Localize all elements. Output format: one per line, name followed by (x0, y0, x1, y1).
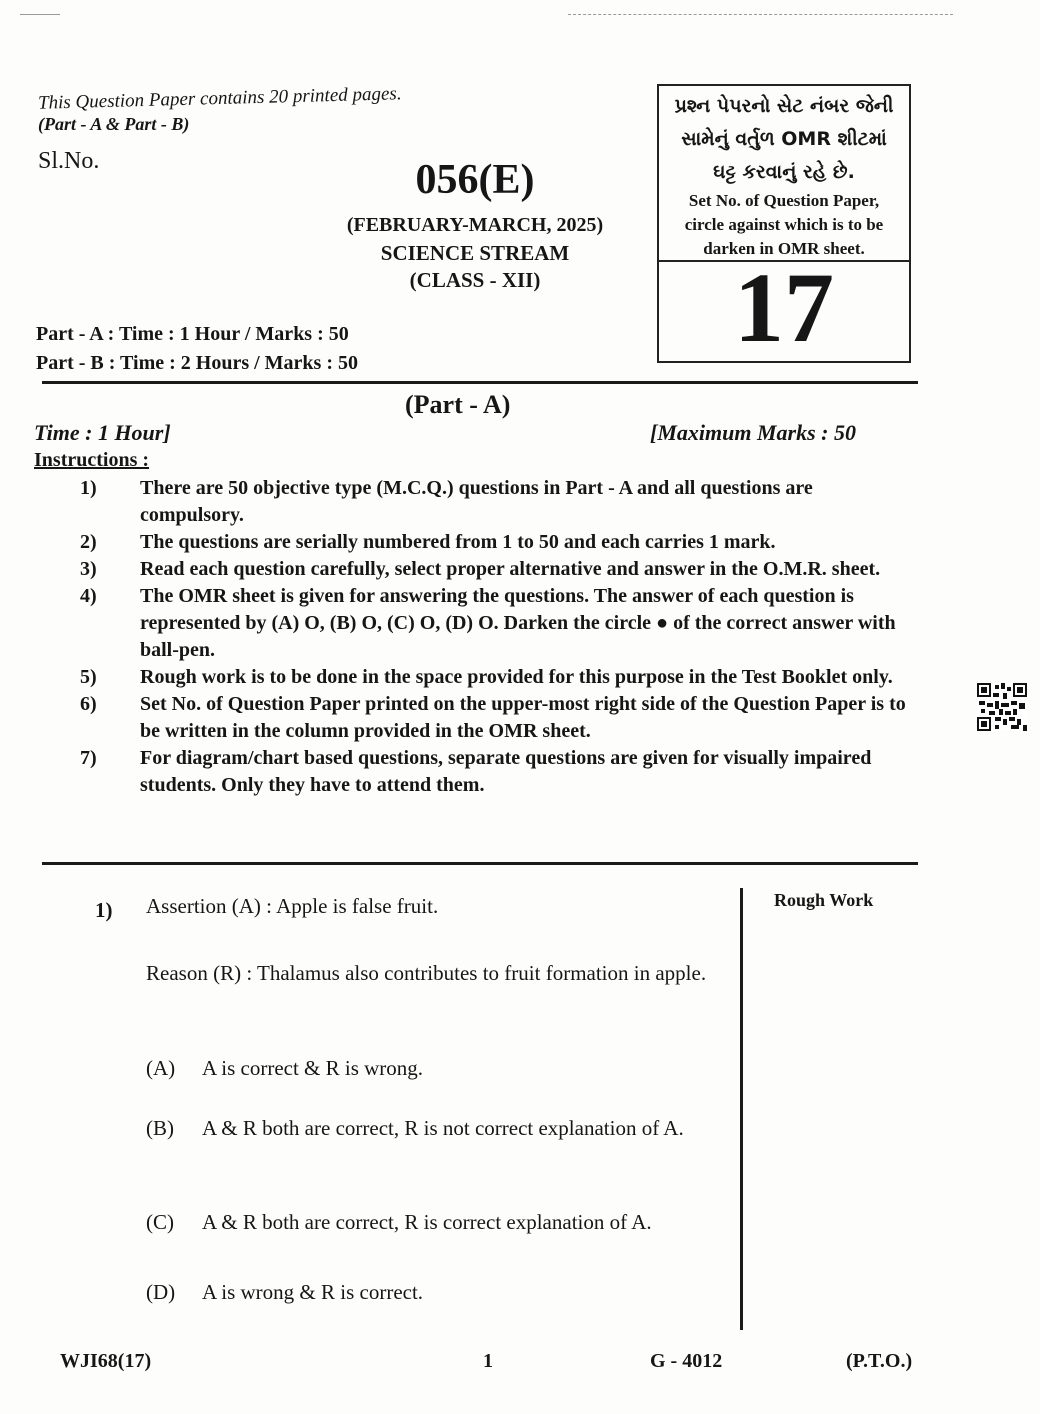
option-text: A & R both are correct, R is not correct explanation of A. (202, 1116, 684, 1140)
part-a-time: Part - A : Time : 1 Hour / Marks : 50 (36, 323, 349, 345)
exam-session: (FEBRUARY-MARCH, 2025) (346, 214, 604, 236)
option-b[interactable] (146, 1112, 731, 1144)
option-label: (B) (146, 1116, 174, 1140)
option-d[interactable] (146, 1280, 731, 1305)
option-label: (A) (146, 1056, 176, 1080)
pages-note: This Question Paper contains 20 printed pages. (37, 83, 402, 114)
paper-code: 056(E) (415, 157, 535, 203)
rough-work-divider (740, 888, 743, 1330)
instruction-item (80, 691, 920, 745)
gujarati-line: પ્રશ્ન પેપરનો સેટ નંબર જેની (674, 95, 894, 117)
option-c[interactable] (146, 1210, 731, 1235)
instruction-item (80, 556, 920, 583)
option-a[interactable] (146, 1056, 731, 1081)
instruction-text: The questions are serially numbered from 1 to 50 and each carries 1 mark. (140, 531, 776, 553)
class-label: (CLASS - XII) (409, 268, 541, 292)
question-number: 1) (95, 898, 113, 922)
scan-mark (20, 14, 60, 15)
gujarati-line: સામેનું વર્તુળ OMR શીટમાં (681, 128, 887, 150)
serial-number-label: Sl.No. (38, 148, 100, 174)
page-number: 1 (483, 1350, 493, 1372)
option-label: (D) (146, 1280, 176, 1304)
instruction-number: 1) (80, 477, 97, 499)
option-label: (C) (146, 1210, 174, 1234)
option-text: A is wrong & R is correct. (202, 1280, 424, 1304)
option-text: A & R both are correct, R is correct explanation of A. (202, 1210, 652, 1234)
parts-note: (Part - A & Part - B) (38, 114, 190, 134)
instruction-item (80, 529, 920, 556)
series-code: G - 4012 (650, 1350, 723, 1372)
part-title: (Part - A) (405, 390, 511, 419)
set-number-box (657, 84, 911, 363)
set-box-english-line: darken in OMR sheet. (703, 239, 865, 258)
instruction-number: 3) (80, 558, 97, 580)
instruction-text: Rough work is to be done in the space provided for this purpose in the Test Booklet only. (140, 666, 893, 688)
instruction-text: There are 50 objective type (M.C.Q.) questions in Part - A and all questions are compulsory. (140, 477, 813, 526)
set-box-english-line: circle against which is to be (684, 215, 884, 234)
instruction-text: Set No. of Question Paper printed on the upper-most right side of the Question Paper is to be written in the column provided in the OMR sheet. (140, 693, 906, 742)
instruction-item (80, 583, 920, 664)
instruction-item (80, 745, 920, 799)
set-box-english-line: Set No. of Question Paper, (688, 191, 880, 210)
set-number: 17 (734, 252, 834, 363)
instructions-list (80, 475, 920, 799)
instruction-item (80, 475, 920, 529)
assertion-text: Assertion (A) : Apple is false fruit. (146, 894, 439, 918)
instruction-number: 5) (80, 666, 97, 688)
instruction-text: The OMR sheet is given for answering the questions. The answer of each question is represented by (A) O, (B) O, (C) O, (D) O. Darken the circle ● of the correct answer with ball-pen. (140, 585, 896, 661)
max-marks-label: [Maximum Marks : 50 (650, 420, 856, 445)
option-text: A is correct & R is wrong. (202, 1056, 424, 1080)
time-label: Time : 1 Hour] (34, 420, 171, 445)
divider (42, 381, 918, 384)
instruction-number: 4) (80, 585, 97, 607)
stream: SCIENCE STREAM (380, 241, 570, 265)
part-b-time: Part - B : Time : 2 Hours / Marks : 50 (36, 352, 359, 374)
instruction-text: For diagram/chart based questions, separate questions are given for visually impaired students. Only they have to attend them. (140, 747, 872, 796)
pto-label: (P.T.O.) (846, 1350, 913, 1372)
instruction-number: 6) (80, 693, 97, 715)
instruction-item (80, 664, 920, 691)
footer-code: WJI68(17) (60, 1350, 152, 1372)
instruction-number: 2) (80, 531, 97, 553)
instruction-number: 7) (80, 747, 97, 769)
instructions-heading: Instructions : (34, 449, 150, 471)
reason-text: Reason (R) : Thalamus also contributes to fruit formation in apple. (146, 961, 707, 985)
divider (42, 862, 918, 865)
rough-work-label: Rough Work (774, 890, 874, 910)
qr-code-icon (977, 683, 1027, 731)
gujarati-line: ઘટ્ટ કરવાનું રહે છે. (713, 161, 855, 183)
instruction-text: Read each question carefully, select proper alternative and answer in the O.M.R. sheet. (140, 558, 881, 580)
scan-mark (568, 14, 953, 15)
